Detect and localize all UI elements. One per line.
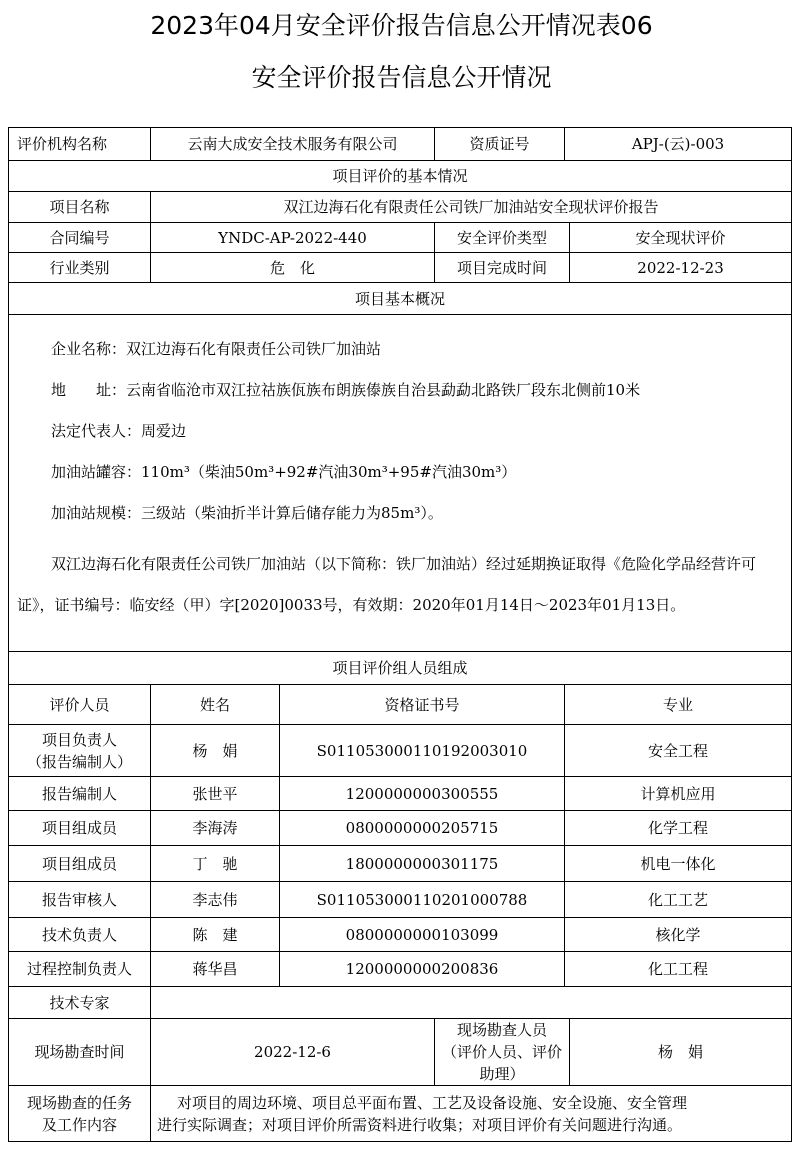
contract-label: 合同编号 — [9, 223, 151, 253]
team-name: 丁 驰 — [151, 846, 280, 882]
team-role: 技术负责人 — [9, 918, 151, 952]
team-cert: 0800000000103099 — [280, 918, 565, 952]
site-time-label: 现场勘查时间 — [9, 1019, 151, 1086]
site-task-content — [151, 1086, 792, 1142]
table-row — [9, 952, 792, 987]
overview-paragraph: 双江边海石化有限责任公司铁厂加油站（以下简称：铁厂加油站）经过延期换证取得《危险化学品经营许可证》，证书编号：临安经（甲）字[2020]0033号，有效期：2020年01月14日～2023年01月13日。 — [17, 554, 757, 614]
overview-body — [9, 315, 792, 652]
team-role: 项目负责人 （报告编制人） — [9, 725, 151, 777]
team-major: 化工工程 — [565, 952, 792, 987]
team-header-name: 姓名 — [151, 685, 280, 725]
contract-value: YNDC-AP-2022-440 — [151, 223, 435, 253]
site-staff-value: 杨 娟 — [570, 1019, 792, 1086]
overview-line-legal-rep: 法定代表人：周爱边 — [51, 421, 187, 440]
site-task-label-line1: 现场勘查的任务 — [26, 1093, 132, 1112]
overview-line-address: 地 址：云南省临沧市双江拉祜族佤族布朗族傣族自治县勐勐北路铁厂段东北侧前10米 — [51, 380, 641, 399]
industry-value: 危 化 — [151, 253, 435, 283]
eval-type-label: 安全评价类型 — [435, 223, 570, 253]
team-major: 化工工艺 — [565, 882, 792, 918]
team-name: 李志伟 — [151, 882, 280, 918]
agency-value: 云南大成安全技术服务有限公司 — [151, 128, 435, 161]
agency-label: 评价机构名称 — [9, 128, 151, 161]
overview-line-scale: 加油站规模：三级站（柴油折半计算后储存能力为85m³）。 — [51, 503, 443, 522]
team-heading: 项目评价组人员组成 — [9, 652, 792, 685]
table-row — [9, 846, 792, 882]
site-task-label — [9, 1086, 151, 1142]
team-header-role: 评价人员 — [9, 685, 151, 725]
overview-heading: 项目基本概况 — [9, 283, 792, 315]
table-row — [9, 725, 792, 777]
team-major: 核化学 — [565, 918, 792, 952]
team-major: 安全工程 — [565, 725, 792, 777]
team-name: 李海涛 — [151, 811, 280, 846]
team-header-cert: 资格证书号 — [280, 685, 565, 725]
project-name-value: 双江边海石化有限责任公司铁厂加油站安全现状评价报告 — [151, 192, 792, 223]
team-role: 项目组成员 — [9, 811, 151, 846]
basic-heading: 项目评价的基本情况 — [9, 161, 792, 192]
finish-label: 项目完成时间 — [435, 253, 570, 283]
team-name: 陈 建 — [151, 918, 280, 952]
team-cert: 1200000000300555 — [280, 777, 565, 811]
report-table — [8, 127, 791, 1142]
cert-value: APJ-(云)-003 — [565, 128, 792, 161]
cert-label: 资质证号 — [435, 128, 565, 161]
expert-label: 技术专家 — [9, 987, 151, 1019]
team-role: 报告审核人 — [9, 882, 151, 918]
team-name: 杨 娟 — [151, 725, 280, 777]
document-title: 2023年04月安全评价报告信息公开情况表06 — [150, 11, 653, 40]
expert-value — [151, 987, 792, 1019]
team-cert: 1200000000200836 — [280, 952, 565, 987]
project-name-label: 项目名称 — [9, 192, 151, 223]
team-major: 化学工程 — [565, 811, 792, 846]
team-cert: S011053000110201000788 — [280, 882, 565, 918]
team-role: 过程控制负责人 — [9, 952, 151, 987]
site-staff-label-line1: 现场勘查人员 — [457, 1021, 548, 1039]
site-staff-label — [435, 1019, 570, 1086]
team-role: 报告编制人 — [9, 777, 151, 811]
overview-line-company: 企业名称：双江边海石化有限责任公司铁厂加油站 — [51, 339, 382, 358]
team-major: 计算机应用 — [565, 777, 792, 811]
site-task-label-line2: 及工作内容 — [41, 1115, 117, 1134]
document-subtitle: 安全评价报告信息公开情况 — [251, 63, 552, 92]
overview-line-tank-capacity: 加油站罐容：110m³（柴油50m³+92#汽油30m³+95#汽油30m³） — [51, 462, 517, 481]
site-task-line1: 对项目的周边环境、项目总平面布置、工艺及设备设施、安全设施、安全管理 — [177, 1093, 688, 1112]
site-task-line2: 进行实际调查；对项目评价所需资料进行收集；对项目评价有关问题进行沟通。 — [157, 1115, 683, 1134]
table-row — [9, 918, 792, 952]
team-header-major: 专业 — [565, 685, 792, 725]
site-staff-label-line2: （评价人员、评价助理） — [442, 1043, 563, 1083]
table-row — [9, 777, 792, 811]
team-name: 张世平 — [151, 777, 280, 811]
team-role: 项目组成员 — [9, 846, 151, 882]
site-time-value: 2022-12-6 — [151, 1019, 435, 1086]
industry-label: 行业类别 — [9, 253, 151, 283]
eval-type-value: 安全现状评价 — [570, 223, 792, 253]
finish-value: 2022-12-23 — [570, 253, 792, 283]
team-major: 机电一体化 — [565, 846, 792, 882]
team-name: 蒋华昌 — [151, 952, 280, 987]
team-cert: 0800000000205715 — [280, 811, 565, 846]
team-cert: 1800000000301175 — [280, 846, 565, 882]
table-row — [9, 811, 792, 846]
team-cert: S011053000110192003010 — [280, 725, 565, 777]
table-row — [9, 882, 792, 918]
